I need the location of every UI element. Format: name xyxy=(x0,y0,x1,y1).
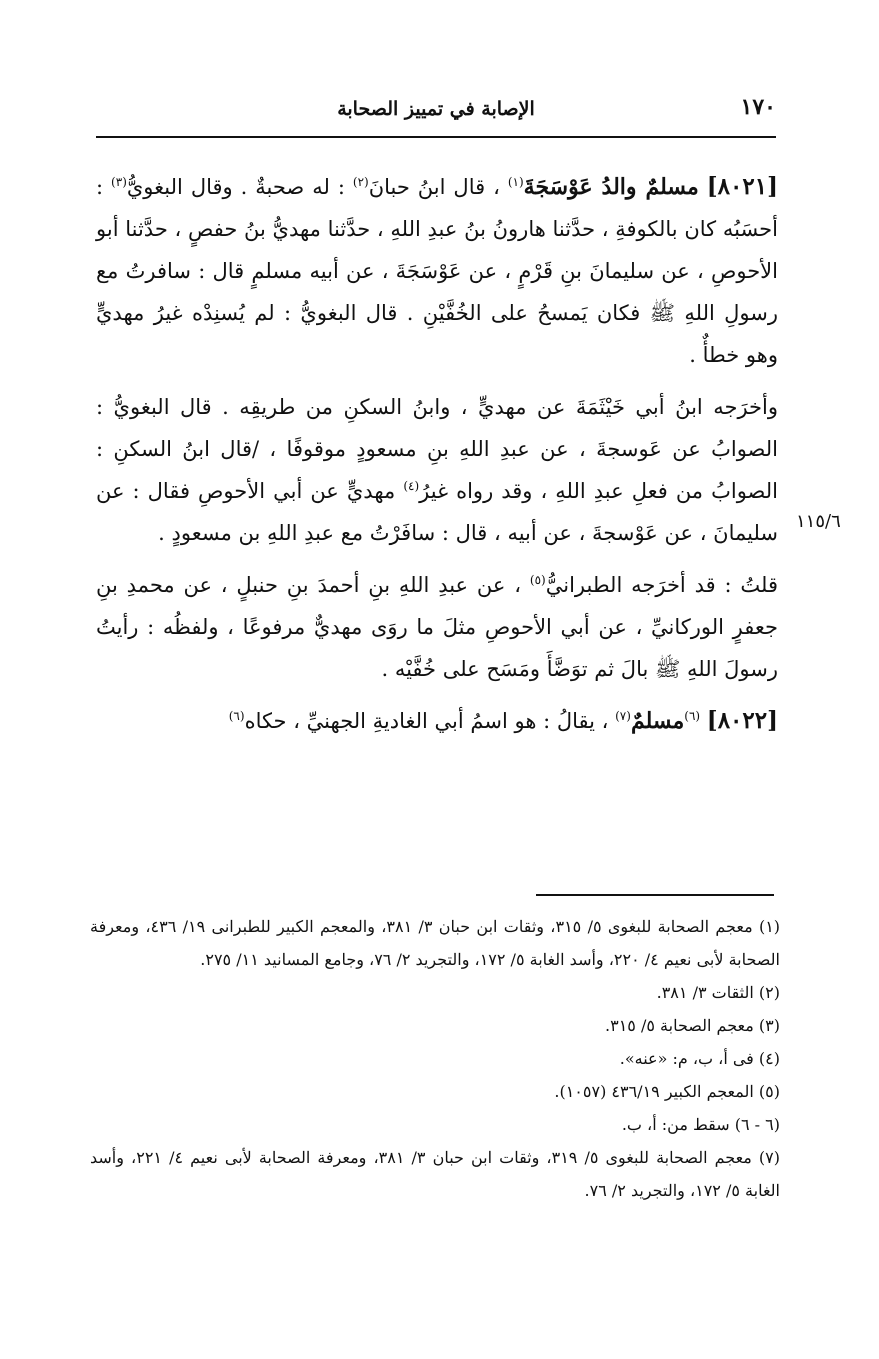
running-title: الإصابة في تمييز الصحابة xyxy=(337,98,535,120)
body-text-run: وأخرَجه ابنُ أبي خَيْثَمَةَ عن مهديٍّ ، وابنُ السكنِ من طريقِه . قال البغويُّ : الصوابُ عن عَوسجةَ ، عن عبدِ اللهِ بنِ مسعودٍ موقوفًا ، /قال ابنُ السكنِ : الصوابُ من فعلِ عبدِ اللهِ ، وقد رواه غيرُ xyxy=(96,395,778,503)
entry-paragraph xyxy=(96,700,778,742)
footnote-ref[interactable]: (٤) xyxy=(403,479,420,493)
footnote: (٥) المعجم الكبير ٤٣٦/١٩ (١٠٥٧). xyxy=(554,1082,780,1101)
footnote-ref[interactable]: (٢) xyxy=(352,175,369,189)
entry-number: [٨٠٢١] xyxy=(706,173,778,200)
entry-paragraph xyxy=(96,166,778,376)
body-text-run: مهديٍّ عن أبي الأحوصِ فقال : عن سليمانَ ، عن عَوْسجةَ ، عن أبيه ، قال : سافَرْتُ مع عبدِ اللهِ بن مسعودٍ . xyxy=(96,479,778,545)
body-text-run: ، قال ابنُ حبانَ xyxy=(368,175,500,199)
footnote: (٢) الثقات ٣/ ٣٨١. xyxy=(656,983,780,1002)
footnote-ref[interactable]: (٧) xyxy=(615,709,631,723)
body-text-run: : له صحبةٌ . وقال البغويُّ xyxy=(126,175,345,199)
footnote-ref[interactable]: (٦) xyxy=(684,709,701,723)
main-text xyxy=(96,166,778,752)
header-divider xyxy=(96,136,776,138)
footnote: (٦ - ٦) سقط من: أ، ب. xyxy=(621,1115,780,1134)
body-text-run: : أحسَبُه كان بالكوفةِ ، حدَّثنا هارونُ بنُ عبدِ اللهِ ، حدَّثنا مهديُّ بنُ حفصٍ ، حدَّثنا أبو الأحوصِ ، عن سليمانَ بنِ قَرْمٍ ، عن عَوْسَجَةَ ، عن أبيه مسلمٍ قال : سافرتُ مع رسولِ اللهِ ﷺ فكان يَمسحُ على الخُفَّيْنِ . قال البغويُّ : لم يُسنِدْه غيرُ مهديٍّ وهو خطأٌ . xyxy=(96,175,778,367)
body-paragraph xyxy=(96,564,778,690)
footnote: (٤) فى أ، ب، م: «عنه». xyxy=(619,1049,780,1068)
footnote-divider xyxy=(536,894,774,896)
entry-name: مسلمٌ xyxy=(630,708,685,734)
body-paragraph xyxy=(96,386,778,554)
page-number: ١٧٠ xyxy=(740,94,776,120)
footnote-ref[interactable]: (٥) xyxy=(529,573,546,587)
body-text-run: ، يقالُ : هو اسمُ أبي الغاديةِ الجهنيِّ ، حكاه xyxy=(244,709,609,733)
footnote-ref[interactable]: (٦) xyxy=(228,709,245,723)
footnote-ref[interactable]: (١) xyxy=(507,175,524,189)
footnote: (٣) معجم الصحابة ٥/ ٣١٥. xyxy=(605,1016,780,1035)
body-text-run: قلتُ : قد أخرَجه الطبرانيُّ xyxy=(545,573,778,597)
margin-volume-page-note: ١١٥/٦ xyxy=(796,511,841,532)
footnotes xyxy=(90,910,780,1207)
page-header xyxy=(96,92,776,132)
body-text-run: ، عن عبدِ اللهِ بنِ أحمدَ بنِ حنبلٍ ، عن محمدِ بنِ جعفرٍ الوركانيِّ ، عن أبي الأحوصِ مثلَ ما روَى مهديٌّ مرفوعًا ، ولفظُه : رأيتُ رسولَ اللهِ ﷺ بالَ ثم توَضَّأَ ومَسَح على خُفَّيْه . xyxy=(96,573,778,681)
entry-name: مسلمٌ والدُ عَوْسَجَةَ xyxy=(523,174,699,200)
footnote: (٧) معجم الصحابة للبغوى ٥/ ٣١٩، وثقات ابن حبان ٣/ ٣٨١، ومعرفة الصحابة لأبى نعيم ٤/ ٢٢١، وأسد الغابة ٥/ ١٧٢، والتجريد ٢/ ٧٦. xyxy=(90,1148,781,1200)
footnote: (١) معجم الصحابة للبغوى ٥/ ٣١٥، وثقات ابن حبان ٣/ ٣٨١، والمعجم الكبير للطبرانى ١٩/ ٤٣٦، ومعرفة الصحابة لأبى نعيم ٤/ ٢٢٠، وأسد الغابة ٥/ ١٧٢، والتجريد ٢/ ٧٦، وجامع المسانيد ١١/ ٢٧٥. xyxy=(90,917,781,969)
footnote-ref[interactable]: (٣) xyxy=(111,175,127,189)
entry-number: [٨٠٢٢] xyxy=(706,707,778,734)
